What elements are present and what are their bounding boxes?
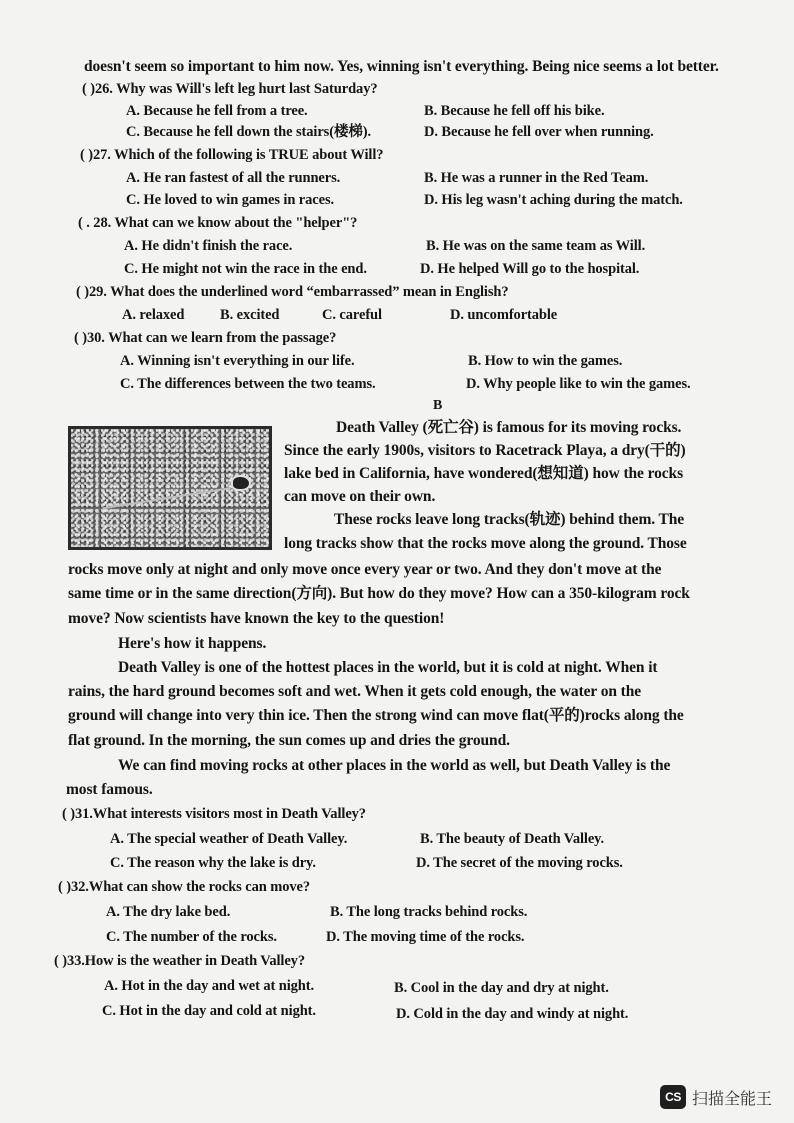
q31-option-c: C. The reason why the lake is dry. (110, 855, 316, 871)
question-32: ( )32.What can show the rocks can move? (58, 879, 310, 895)
q29-option-c: C. careful (322, 307, 382, 323)
passage-b-line-10: Here's how it happens. (118, 635, 267, 652)
question-30: ( )30. What can we learn from the passage? (74, 330, 337, 346)
q32-option-d: D. The moving time of the rocks. (326, 929, 525, 945)
question-31: ( )31.What interests visitors most in Death Valley? (62, 806, 366, 822)
q28-option-a: A. He didn't finish the race. (124, 238, 293, 254)
section-b-heading: B (433, 398, 443, 413)
q30-option-d: D. Why people like to win the games. (466, 376, 691, 392)
passage-b-line-2: Since the early 1900s, visitors to Racetrack Playa, a dry(干的) (284, 442, 686, 459)
q26-option-b: B. Because he fell off his bike. (424, 103, 605, 119)
passage-b-line-16: most famous. (66, 781, 153, 798)
question-33: ( )33.How is the weather in Death Valley? (54, 953, 305, 969)
q29-option-d: D. uncomfortable (450, 307, 558, 323)
passage-b-line-14: flat ground. In the morning, the sun comes up and dries the ground. (68, 732, 510, 749)
q30-option-b: B. How to win the games. (468, 353, 623, 369)
q33-option-a: A. Hot in the day and wet at night. (104, 978, 314, 994)
q26-option-a: A. Because he fell from a tree. (126, 103, 308, 119)
question-29: ( )29. What does the underlined word “embarrassed” mean in English? (76, 284, 509, 300)
passage-a-last-line: doesn't seem so important to him now. Yes, winning isn't everything. Being nice seems a lot better. (84, 58, 719, 75)
question-27: ( )27. Which of the following is TRUE about Will? (80, 147, 384, 163)
passage-b-line-1: Death Valley (死亡谷) is famous for its moving rocks. (336, 419, 682, 436)
passage-b-line-3: lake bed in California, have wondered(想知道) how the rocks (284, 465, 683, 482)
q26-option-d: D. Because he fell over when running. (424, 124, 654, 140)
passage-b-line-12: rains, the hard ground becomes soft and wet. When it gets cold enough, the water on the (68, 683, 641, 700)
q27-option-d: D. His leg wasn't aching during the match. (424, 192, 683, 208)
rock-track (102, 487, 231, 509)
question-26: ( )26. Why was Will's left leg hurt last Saturday? (82, 81, 378, 97)
q33-option-d: D. Cold in the day and windy at night. (396, 1006, 629, 1022)
q31-option-b: B. The beauty of Death Valley. (420, 831, 605, 847)
q29-option-b: B. excited (220, 307, 280, 323)
q31-option-a: A. The special weather of Death Valley. (110, 831, 348, 847)
camscanner-watermark (660, 1084, 772, 1110)
q27-option-a: A. He ran fastest of all the runners. (126, 170, 341, 186)
passage-b-line-15: We can find moving rocks at other places in the world as well, but Death Valley is the (118, 757, 671, 774)
q26-option-c: C. Because he fell down the stairs(楼梯). (126, 124, 371, 140)
q29-option-a: A. relaxed (122, 307, 185, 323)
racetrack-playa-photo (68, 426, 272, 550)
camscanner-label: 扫描全能王 (692, 1088, 773, 1108)
q33-option-c: C. Hot in the day and cold at night. (102, 1003, 316, 1019)
passage-b-line-6: long tracks show that the rocks move along the ground. Those (284, 535, 687, 552)
q28-option-d: D. He helped Will go to the hospital. (420, 261, 640, 277)
moving-rock (231, 475, 251, 491)
q32-option-a: A. The dry lake bed. (106, 904, 231, 920)
passage-b-line-8: same time or in the same direction(方向). But how do they move? How can a 350-kilogram rock (68, 585, 690, 602)
passage-b-line-7: rocks move only at night and only move once every year or two. And they don't move at the (68, 561, 662, 578)
q27-option-c: C. He loved to win games in races. (126, 192, 335, 208)
q31-option-d: D. The secret of the moving rocks. (416, 855, 623, 871)
q28-option-c: C. He might not win the race in the end. (124, 261, 367, 277)
q32-option-b: B. The long tracks behind rocks. (330, 904, 528, 920)
passage-b-line-13: ground will change into very thin ice. Then the strong wind can move flat(平的)rocks along the (68, 707, 684, 724)
question-28: ( . 28. What can we know about the "helper"? (78, 215, 358, 231)
camscanner-logo-icon: CS (660, 1085, 686, 1109)
q30-option-c: C. The differences between the two teams. (120, 376, 376, 392)
q28-option-b: B. He was on the same team as Will. (426, 238, 646, 254)
passage-b-line-11: Death Valley is one of the hottest places in the world, but it is cold at night. When it (118, 659, 658, 676)
passage-b-line-5: These rocks leave long tracks(轨迹) behind them. The (334, 511, 685, 528)
q32-option-c: C. The number of the rocks. (106, 929, 277, 945)
passage-b-line-4: can move on their own. (284, 488, 436, 505)
q30-option-a: A. Winning isn't everything in our life. (120, 353, 355, 369)
q27-option-b: B. He was a runner in the Red Team. (424, 170, 649, 186)
passage-b-line-9: move? Now scientists have known the key to the question! (68, 610, 445, 627)
q33-option-b: B. Cool in the day and dry at night. (394, 980, 609, 996)
